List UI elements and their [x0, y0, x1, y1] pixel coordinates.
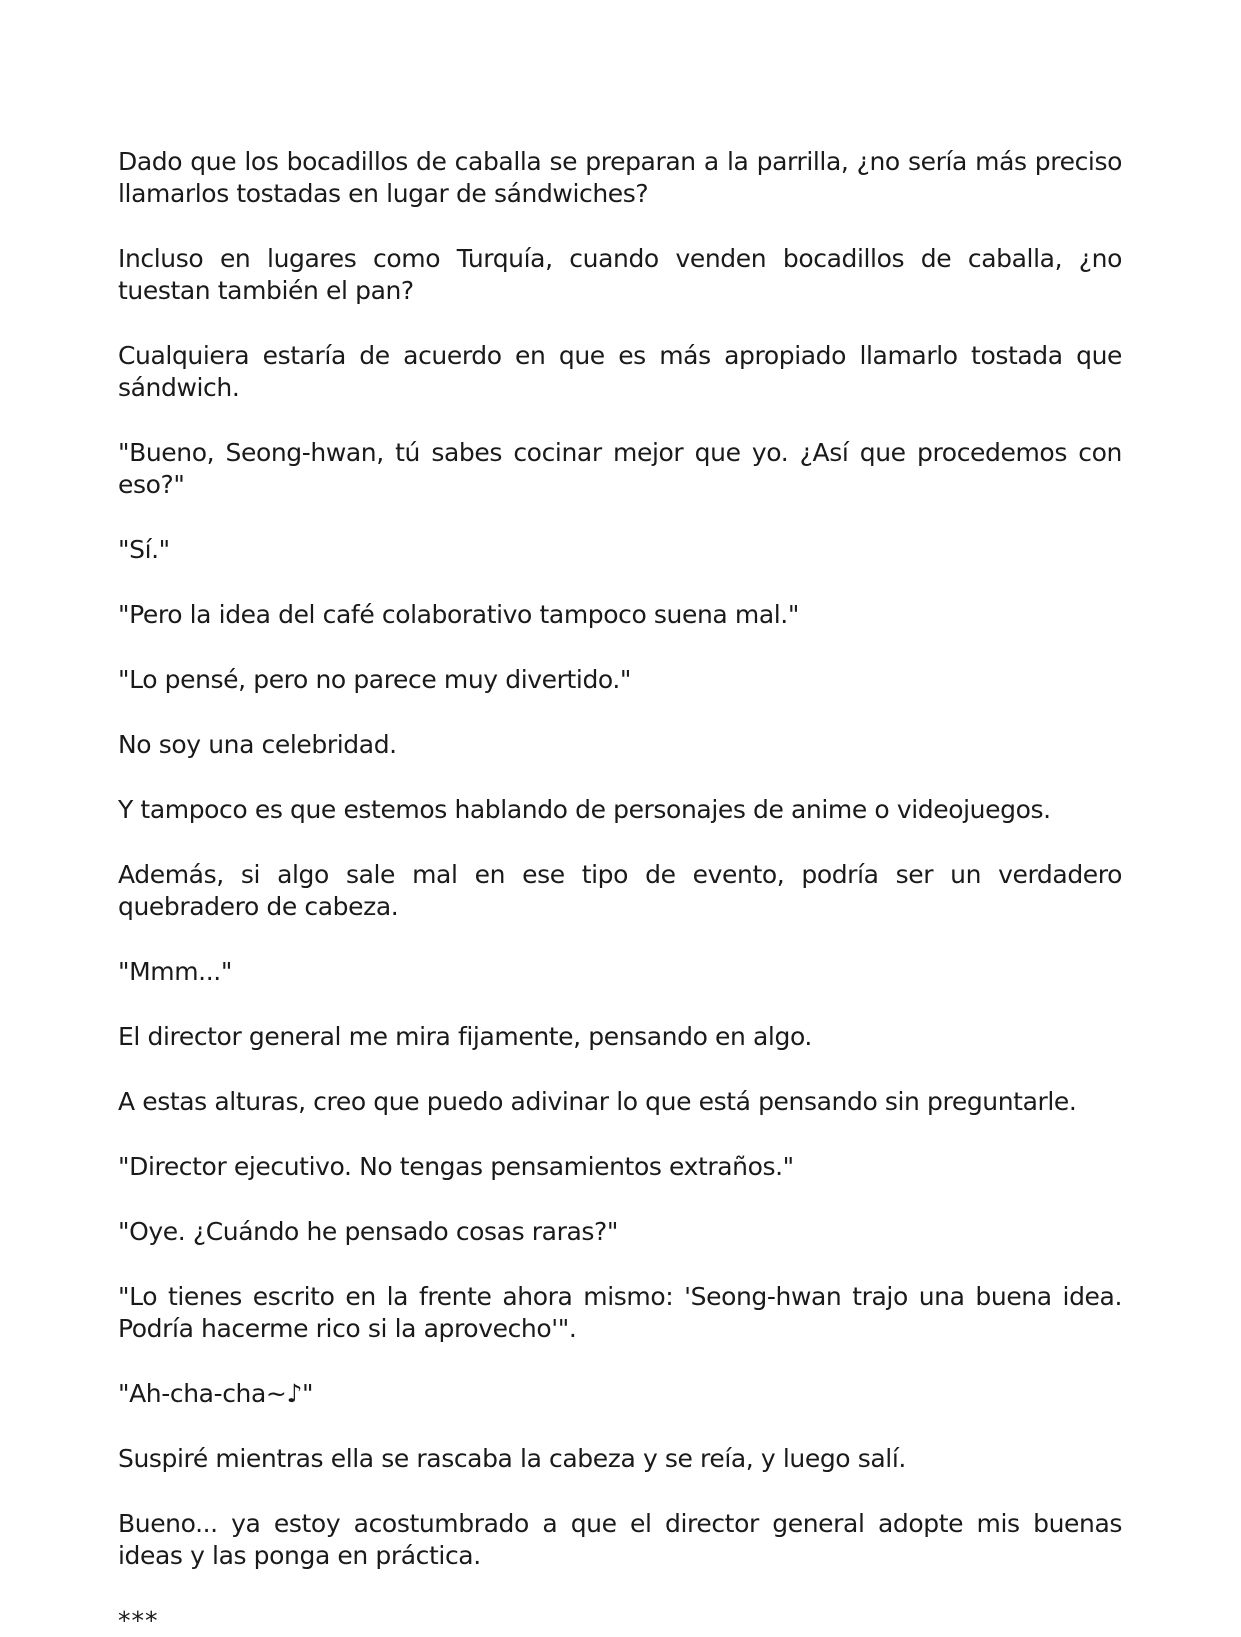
paragraph: "Lo pensé, pero no parece muy divertido." [118, 665, 632, 694]
paragraph: Suspiré mientras ella se rascaba la cabeza y se reía, y luego salí. [118, 1444, 906, 1473]
document-body [118, 146, 1122, 1637]
paragraph: "Lo tienes escrito en la frente ahora mismo: 'Seong-hwan trajo una buena idea. Podría hacerme rico si la aprovecho'". [118, 1282, 1122, 1343]
section-separator: *** [118, 1606, 159, 1635]
paragraph: "Sí." [118, 535, 170, 564]
paragraph: "Bueno, Seong-hwan, tú sabes cocinar mejor que yo. ¿Así que procedemos con eso?" [118, 438, 1122, 499]
paragraph: "Ah-cha-cha~♪" [118, 1379, 314, 1408]
paragraph: "Oye. ¿Cuándo he pensado cosas raras?" [118, 1217, 618, 1246]
paragraph: Cualquiera estaría de acuerdo en que es más apropiado llamarlo tostada que sándwich. [118, 341, 1122, 402]
paragraph: Bueno... ya estoy acostumbrado a que el director general adopte mis buenas ideas y las ponga en práctica. [118, 1509, 1122, 1570]
paragraph: A estas alturas, creo que puedo adivinar lo que está pensando sin preguntarle. [118, 1087, 1077, 1116]
paragraph: El director general me mira fijamente, pensando en algo. [118, 1022, 812, 1051]
paragraph: "Director ejecutivo. No tengas pensamientos extraños." [118, 1152, 794, 1181]
paragraph: Dado que los bocadillos de caballa se preparan a la parrilla, ¿no sería más preciso llamarlos tostadas en lugar de sándwiches? [118, 147, 1122, 208]
paragraph: No soy una celebridad. [118, 730, 397, 759]
paragraph: "Mmm..." [118, 957, 232, 986]
paragraph: Además, si algo sale mal en ese tipo de evento, podría ser un verdadero quebradero de cabeza. [118, 860, 1122, 921]
paragraph: Y tampoco es que estemos hablando de personajes de anime o videojuegos. [118, 795, 1051, 824]
paragraph: Incluso en lugares como Turquía, cuando venden bocadillos de caballa, ¿no tuestan también el pan? [118, 244, 1122, 305]
paragraph: "Pero la idea del café colaborativo tampoco suena mal." [118, 600, 799, 629]
